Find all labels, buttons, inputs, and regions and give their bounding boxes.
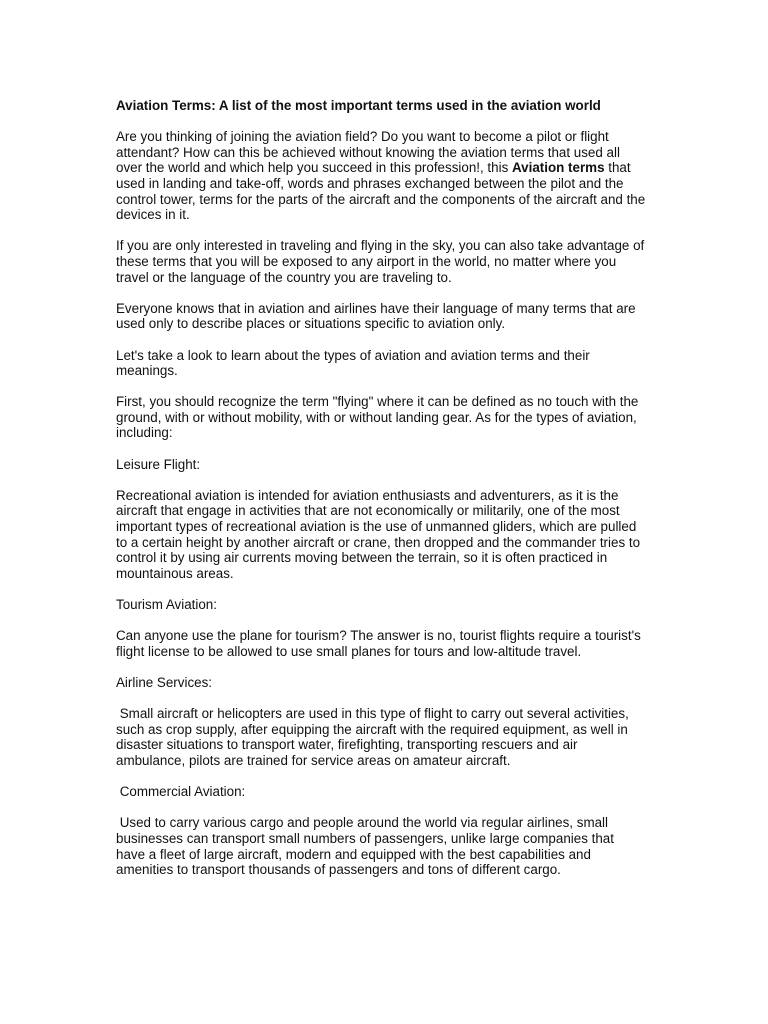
paragraph-services: Small aircraft or helicopters are used in this type of flight to carry out several activities, such as crop supply, after equipping the aircraft with the required equipment, as well in disaster situations to transport water, firefighting, transporting rescuers and air ambulance, pilots are trained for service areas on amateur aircraft. (116, 706, 633, 768)
document-page (116, 98, 646, 893)
paragraph-commercial: Used to carry various cargo and people around the world via regular airlines, small businesses can transport small numbers of passengers, unlike large companies that have a fleet of large aircraft, modern and equipped with the best capabilities and amenities to transport thousands of passengers and tons of different cargo. (116, 815, 618, 878)
heading-leisure-flight: Leisure Flight: (116, 456, 201, 472)
intro-bold-term: Aviation terms (512, 160, 605, 176)
paragraph-language: Everyone knows that in aviation and airlines have their language of many terms that are used only to describe places or situations specific to aviation only. (116, 300, 636, 332)
paragraph-travelers: If you are only interested in traveling and flying in the sky, you can also take advantage of these terms that you will be exposed to any airport in the world, no matter where you travel or the language of the country you are traveling to. (116, 238, 645, 285)
paragraph-flying: First, you should recognize the term "flying" where it can be defined as no touch with the ground, with or without mobility, with or without landing gear. As for the types of aviation, including: (116, 394, 639, 441)
heading-commercial-aviation: Commercial Aviation: (116, 784, 246, 800)
intro-text-continued: that used in landing and take-off, words and phrases exchanged between the pilot and the control tower, terms for the parts of the aircraft and the components of the aircraft and the devices in it. (116, 160, 646, 223)
paragraph-look: Let's take a look to learn about the types of aviation and aviation terms and their meanings. (116, 347, 590, 379)
heading-tourism-aviation: Tourism Aviation: (116, 597, 217, 612)
heading-airline-services: Airline Services: (116, 674, 212, 690)
intro-paragraph (116, 129, 646, 223)
document-title: Aviation Terms: A list of the most important terms used in the aviation world (116, 98, 601, 113)
paragraph-recreational: Recreational aviation is intended for aviation enthusiasts and adventurers, as it is the aircraft that engage in activities that are not economically or militarily, one of the most important types of recreational aviation is the use of unmanned gliders, which are pulled to a certain height by another aircraft or crane, then dropped and the commander tries to control it by using air currents moving between the terrain, so it is often practiced in mountainous areas. (116, 487, 641, 581)
paragraph-tourism: Can anyone use the plane for tourism? The answer is no, tourist flights require a tourist's flight license to be allowed to use small planes for tours and low-altitude travel. (116, 628, 641, 659)
intro-text: Are you thinking of joining the aviation field? Do you want to become a pilot or flight attendant? How can this be achieved without knowing the aviation terms that used all over the world and which help you succeed in this profession!, this (116, 129, 620, 176)
